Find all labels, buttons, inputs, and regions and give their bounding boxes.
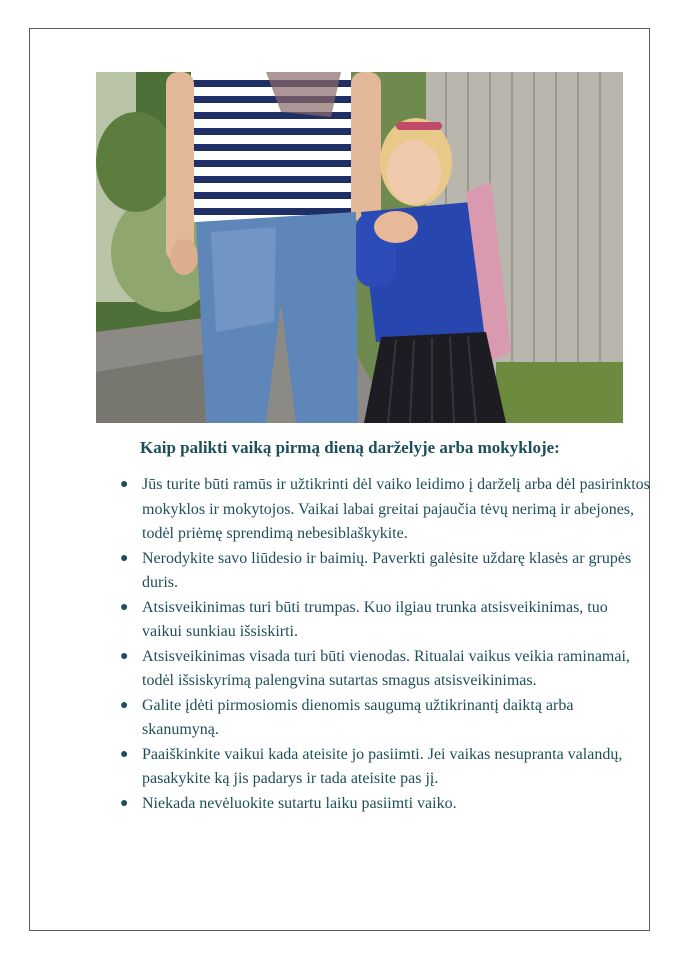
- bullet-icon: ●: [120, 550, 129, 566]
- list-item-text: Galite įdėti pirmosiomis dienomis saugumą užtikrinantį daiktą arba skanumyną.: [142, 696, 574, 738]
- list-item: [120, 694, 650, 743]
- section-heading: Kaip palikti vaiką pirmą dieną darželyje arba mokykloje:: [140, 438, 560, 457]
- list-item: [120, 547, 650, 596]
- list-item-text: Jūs turite būti ramūs ir užtikrinti dėl vaiko leidimo į darželį arba dėl pasirinktos mokyklos ir mokytojos. Vaikai labai greitai pajaučia tėvų nerimą ir abejones, todėl priėmę sprendimą nebesiblaškykite.: [142, 476, 650, 542]
- photo-parent-and-child-icon: [96, 72, 623, 423]
- list-item: [120, 792, 650, 817]
- list-item-text: Nerodykite savo liūdesio ir baimių. Paverkti galėsite uždarę klasės ar grupės duris.: [142, 549, 632, 591]
- bullet-icon: ●: [120, 599, 129, 615]
- advice-list: [120, 473, 650, 816]
- list-item-text: Atsisveikinimas visada turi būti vienodas. Ritualai vaikus veikia raminamai, todėl išsiskyrimą palengvina sutartas smagus atsisveikinimas.: [142, 647, 630, 689]
- list-item: [120, 596, 650, 645]
- list-item-text: Paaiškinkite vaikui kada ateisite jo pasiimti. Jei vaikas nesupranta valandų, pasakykite ką jis padarys ir tada ateisite pas jį.: [142, 745, 623, 787]
- list-item-text: Atsisveikinimas turi būti trumpas. Kuo ilgiau trunka atsisveikinimas, tuo vaikui sunkiau išsiskirti.: [142, 598, 608, 640]
- bullet-icon: ●: [120, 697, 129, 713]
- list-item-text: Niekada nevėluokite sutartu laiku pasiimti vaiko.: [142, 794, 457, 812]
- list-item: [120, 743, 650, 792]
- bullet-icon: ●: [120, 795, 129, 811]
- bullet-icon: ●: [120, 648, 129, 664]
- bullet-icon: ●: [120, 746, 129, 762]
- list-item: [120, 645, 650, 694]
- list-item: [120, 473, 650, 547]
- bullet-icon: ●: [120, 477, 129, 492]
